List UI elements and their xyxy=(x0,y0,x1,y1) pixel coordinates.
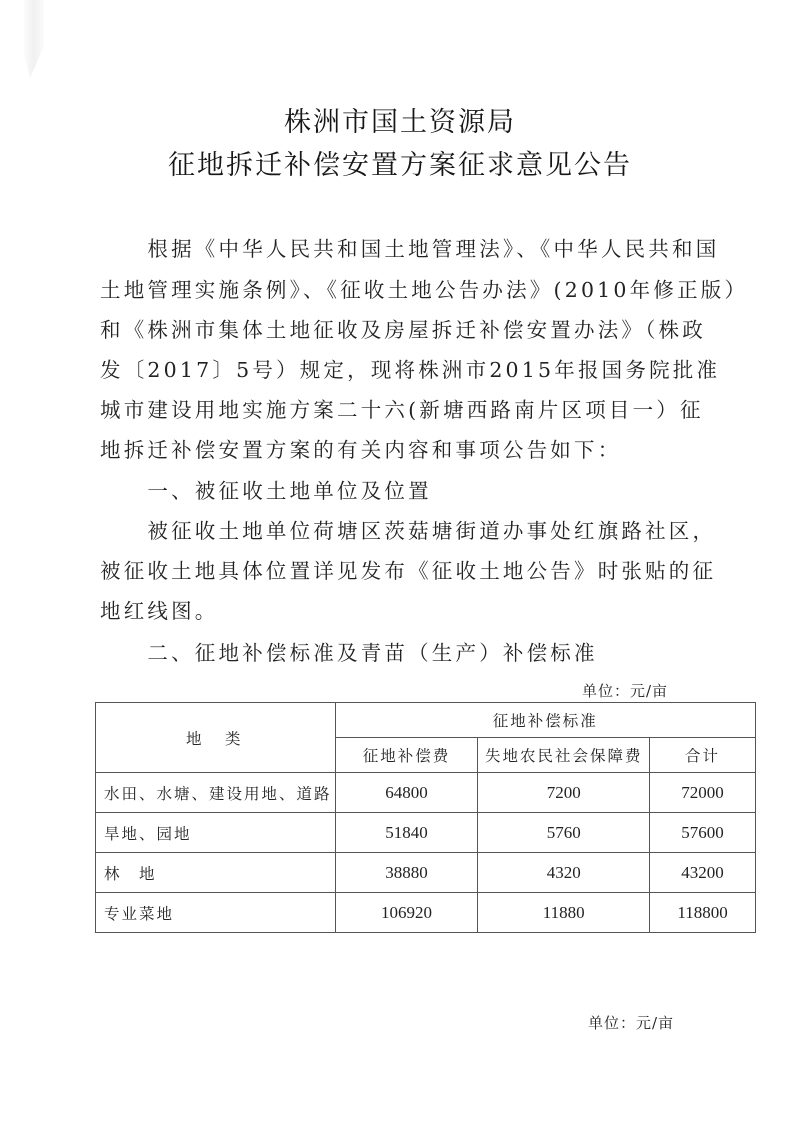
document-title-line2: 征地拆迁补偿安置方案征求意见公告 xyxy=(168,150,632,181)
table-header-row xyxy=(96,703,756,738)
cell-total: 43200 xyxy=(650,853,756,893)
header-compensation-fee: 征地补偿费 xyxy=(335,738,478,773)
footer-unit-label: 单位：元/亩 xyxy=(588,1014,675,1032)
header-compensation-group: 征地补偿标准 xyxy=(335,703,755,738)
cell-total: 118800 xyxy=(650,893,756,933)
cell-social-security: 11880 xyxy=(478,893,650,933)
table-unit-label: 单位：元/亩 xyxy=(582,682,669,700)
document-title-line1: 株洲市国土资源局 xyxy=(284,107,516,138)
header-social-security-fee: 失地农民社会保障费 xyxy=(478,738,650,773)
body-paragraph-line: 城市建设用地实施方案二十六(新塘西路南片区项目一）征 xyxy=(100,398,704,422)
body-paragraph-line: 发〔2017〕5号）规定，现将株洲市2015年报国务院批准 xyxy=(100,358,721,382)
cell-land-type: 林 地 xyxy=(96,853,336,893)
section1-line: 被征收土地单位荷塘区茨菇塘街道办事处红旗路社区， xyxy=(100,519,717,543)
cell-compensation: 64800 xyxy=(335,773,478,813)
cell-total: 57600 xyxy=(650,813,756,853)
compensation-table xyxy=(95,702,756,933)
body-paragraph-line: 地拆迁补偿安置方案的有关内容和事项公告如下： xyxy=(100,438,622,462)
table-row xyxy=(96,773,756,813)
cell-compensation: 106920 xyxy=(335,893,478,933)
cell-land-type: 水田、水塘、建设用地、道路 xyxy=(96,773,336,813)
scan-artifact xyxy=(24,0,44,78)
cell-social-security: 5760 xyxy=(478,813,650,853)
cell-social-security: 7200 xyxy=(478,773,650,813)
cell-social-security: 4320 xyxy=(478,853,650,893)
cell-total: 72000 xyxy=(650,773,756,813)
table-row xyxy=(96,853,756,893)
section2-heading: 二、征地补偿标准及青苗（生产）补偿标准 xyxy=(100,641,598,665)
body-paragraph-line: 根据《中华人民共和国土地管理法》、《中华人民共和国 xyxy=(100,237,720,261)
section1-line: 被征收土地具体位置详见发布《征收土地公告》时张贴的征 xyxy=(100,559,717,583)
cell-land-type: 专业菜地 xyxy=(96,893,336,933)
cell-compensation: 51840 xyxy=(335,813,478,853)
cell-land-type: 旱地、园地 xyxy=(96,813,336,853)
cell-compensation: 38880 xyxy=(335,853,478,893)
body-paragraph-line: 和《株洲市集体土地征收及房屋拆迁补偿安置办法》（株政 xyxy=(100,318,706,342)
header-land-type: 地 类 xyxy=(96,703,336,773)
header-total: 合计 xyxy=(650,738,756,773)
table-row xyxy=(96,813,756,853)
section1-heading: 一、被征收土地单位及位置 xyxy=(100,479,432,503)
table-row xyxy=(96,893,756,933)
section1-line: 地红线图。 xyxy=(100,599,219,623)
body-paragraph-line: 土地管理实施条例》、《征收土地公告办法》(2010年修正版） xyxy=(100,278,749,302)
